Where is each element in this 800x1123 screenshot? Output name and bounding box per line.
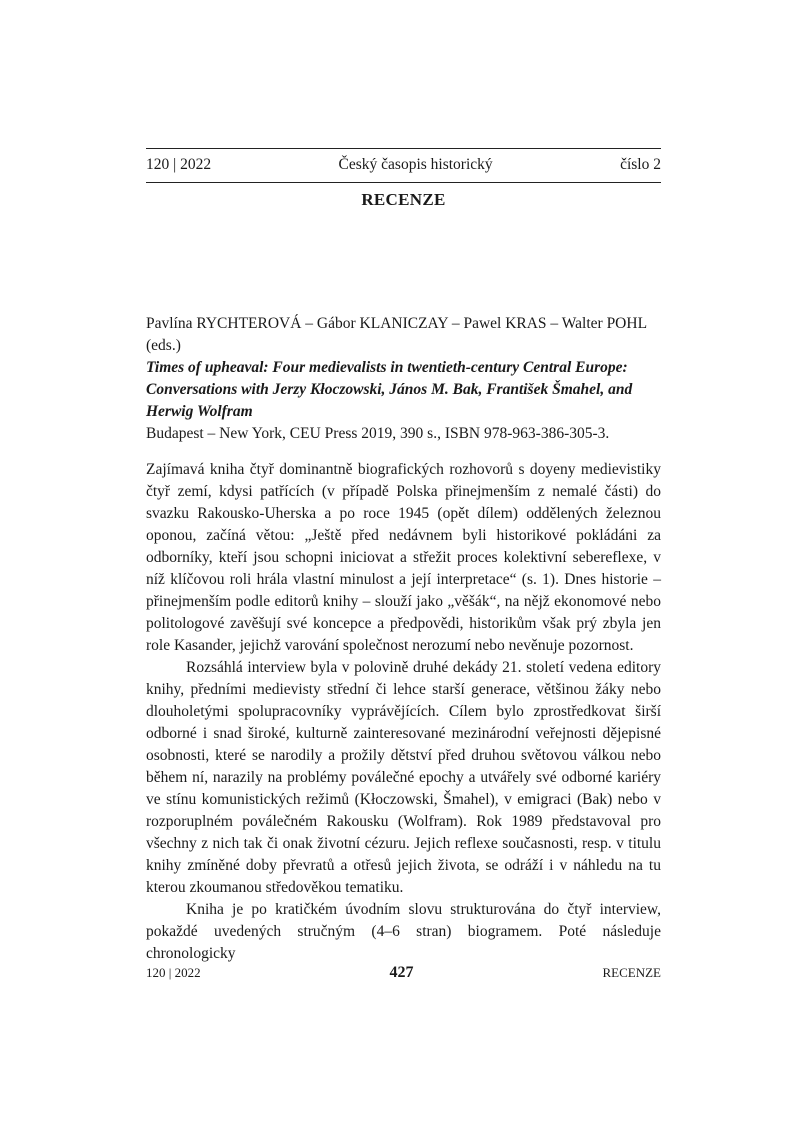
bibliographic-entry — [146, 313, 661, 445]
review-paragraph-2: Rozsáhlá interview byla v polovině druhé dekády 21. století vedena editory knihy, předními medievisty střední či lehce starší generace, většinou žáky nebo dlouholetými spolupracovníky vyprávějících. Cílem bylo zprostředkovat širší odborné i snad široké, kulturně zainteresované mezinárodní veřejnosti dějepisné osobnosti, které se narodily a prožily dětství před druhou světovou válkou nebo během ní, narazily na problémy poválečné epochy a utvářely své odborné kariéry ve stínu komunistických režimů (Kłoczowski, Šmahel), v emigraci (Bak) nebo v rozporuplném poválečném Rakousku (Wolfram). Rok 1989 představoval pro všechny z nich tak či onak životní cézuru. Jejich reflexe současnosti, resp. v titulu knihy zmíněné doby převratů a otřesů jejich života, se odráží i v náhledu na tu kterou zkoumanou středověkou tematiku. — [146, 659, 661, 896]
header-journal-title: Český časopis historický — [338, 156, 493, 173]
section-title: RECENZE — [361, 190, 446, 209]
footer-section: RECENZE — [602, 965, 661, 980]
book-publication: Budapest – New York, CEU Press 2019, 390 s., ISBN 978-963-386-305-3. — [146, 425, 610, 442]
review-paragraph-1: Zajímavá kniha čtyř dominantně biografických rozhovorů s doyeny medievistiky čtyř zemí, kdysi patřících (v případě Polska přinejmenším z nemalé části) do svazku Rakousko-Uherska a po roce 1945 (opět dílem) oddělených železnou oponou, začíná větou: „Ještě před nedávnem byli historikové pokládáni za odborníky, kteří jsou schopni iniciovat a střežit proces kolektivní sebereflexe, v níž klíčovou roli hrála vlastní minulost a její interpretace“ (s. 1). Dnes historie – přinejmenším podle editorů knihy – slouží jako „věšák“, na nějž ekonomové nebo politologové zavěšují své koncepce a předpovědi, historikům však prý zbyla jen role Kasander, jejichž varování společnost nerozumí nebo nevěnuje pozornost. — [146, 461, 661, 654]
header-bottom-rule — [146, 182, 661, 183]
running-header — [146, 153, 661, 177]
book-title: Times of upheaval: Four medievalists in twentieth-century Central Europe: Conversations with Jerzy Kłoczowski, János M. Bak, František Šmahel, and Herwig Wolfram — [146, 359, 633, 420]
header-volume-year: 120 | 2022 — [146, 156, 212, 173]
header-issue: číslo 2 — [620, 156, 661, 173]
header-top-rule — [146, 148, 661, 149]
footer-volume-year: 120 | 2022 — [146, 965, 201, 980]
page-number: 427 — [389, 964, 414, 981]
review-body — [146, 459, 661, 965]
review-paragraph-3: Kniha je po kratičkém úvodním slovu strukturována do čtyř interview, pokaždé uvedených stručným (4–6 stran) biogramem. Poté následuje chronologicky — [146, 901, 661, 962]
running-footer — [146, 963, 661, 983]
book-editors: Pavlína RYCHTEROVÁ – Gábor KLANICZAY – Pawel KRAS – Walter POHL (eds.) — [146, 315, 647, 354]
